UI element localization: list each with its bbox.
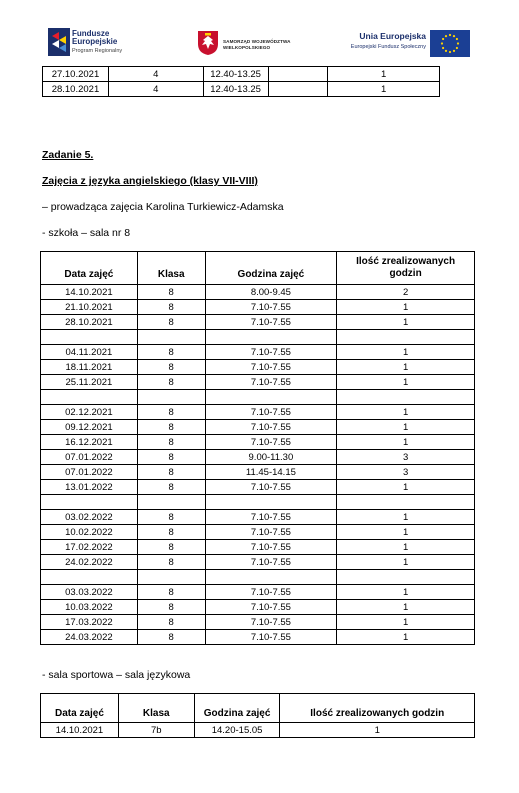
table-cell: 1 [337, 375, 475, 390]
table-cell [268, 82, 328, 97]
table-cell [337, 330, 475, 345]
table-cell: 12.40-13.25 [203, 82, 268, 97]
table-cell: 8 [137, 360, 205, 375]
table-cell: 8 [137, 300, 205, 315]
table-cell [205, 495, 337, 510]
table-cell: 16.12.2021 [41, 435, 138, 450]
table-cell: 1 [337, 315, 475, 330]
table-row [41, 555, 475, 570]
table-cell: 12.40-13.25 [203, 67, 268, 82]
table-row [41, 360, 475, 375]
table-row [41, 450, 475, 465]
table-row [41, 390, 475, 405]
fundusze-europejskie-logo [48, 28, 138, 60]
table-cell: 8 [137, 480, 205, 495]
eu-flag-icon [430, 30, 470, 57]
table-cell: 4 [108, 67, 203, 82]
table-row [41, 630, 475, 645]
table-cell: 7.10-7.55 [205, 345, 337, 360]
table-cell: 7.10-7.55 [205, 510, 337, 525]
table-cell [337, 495, 475, 510]
table-cell: 8 [137, 615, 205, 630]
section-subtitle: Zajęcia z języka angielskiego (klasy VII-VIII) [42, 175, 258, 187]
table-cell: 7.10-7.55 [205, 555, 337, 570]
table-cell: 7.10-7.55 [205, 480, 337, 495]
table-cell: 07.01.2022 [41, 465, 138, 480]
sport-room-line: - sala sportowa – sala językowa [42, 669, 191, 681]
sport-header-time: Godzina zajęć [194, 694, 280, 723]
table-cell: 8 [137, 435, 205, 450]
table-cell: 1 [337, 600, 475, 615]
table-cell: 7.10-7.55 [205, 585, 337, 600]
table-row [41, 315, 475, 330]
table-cell: 8 [137, 285, 205, 300]
table-cell [205, 330, 337, 345]
table-cell: 1 [337, 630, 475, 645]
table-cell: 2 [337, 285, 475, 300]
logo-fe-line1: Fundusze [72, 29, 110, 38]
table-cell: 1 [328, 67, 440, 82]
table-cell: 1 [337, 615, 475, 630]
table-cell: 8 [137, 405, 205, 420]
logo-wlkp-line1: SAMORZĄD WOJEWÓDZTWA [223, 39, 291, 44]
header-logos [0, 0, 519, 66]
table-cell: 03.03.2022 [41, 585, 138, 600]
table-cell: 8 [137, 585, 205, 600]
table-cell: 11.45-14.15 [205, 465, 337, 480]
header-hours: Ilość zrealizowanych godzin [337, 252, 475, 285]
room-line: - szkoła – sala nr 8 [42, 227, 131, 239]
table-cell: 7.10-7.55 [205, 600, 337, 615]
table-cell: 7.10-7.55 [205, 435, 337, 450]
table-cell [41, 570, 138, 585]
table-cell: 1 [337, 405, 475, 420]
table-cell: 8 [137, 540, 205, 555]
table-cell: 7.10-7.55 [205, 405, 337, 420]
table-cell: 1 [337, 555, 475, 570]
table-cell: 28.10.2021 [43, 82, 109, 97]
table-cell: 24.03.2022 [41, 630, 138, 645]
table-cell: 3 [337, 450, 475, 465]
section-title: Zadanie 5. [42, 149, 94, 161]
fundusze-europejskie-icon [48, 28, 70, 56]
logo-ue-line2: Europejski Fundusz Społeczny [350, 44, 426, 50]
table-row [41, 300, 475, 315]
header-date: Data zajęć [41, 252, 138, 285]
table-cell [205, 570, 337, 585]
table-cell: 18.11.2021 [41, 360, 138, 375]
previous-task-table [42, 66, 440, 97]
table-cell: 8.00-9.45 [205, 285, 337, 300]
table-cell: 10.03.2022 [41, 600, 138, 615]
table-cell: 8 [137, 630, 205, 645]
logo-ue-line1: Unia Europejska [359, 31, 426, 41]
header-time: Godzina zajęć [205, 252, 337, 285]
logo-fe-line2: Europejskie [72, 37, 118, 46]
table-cell: 8 [137, 420, 205, 435]
table-cell [337, 570, 475, 585]
table-cell: 7.10-7.55 [205, 360, 337, 375]
table-row [41, 405, 475, 420]
table-cell: 14.10.2021 [41, 723, 119, 738]
table-cell [137, 495, 205, 510]
table-row [41, 345, 475, 360]
table-cell: 7.10-7.55 [205, 540, 337, 555]
table-cell: 02.12.2021 [41, 405, 138, 420]
table-row [41, 375, 475, 390]
table-cell: 28.10.2021 [41, 315, 138, 330]
table-cell: 1 [337, 420, 475, 435]
table-cell [337, 390, 475, 405]
table-cell: 27.10.2021 [43, 67, 109, 82]
table-cell: 7b [118, 723, 194, 738]
table-cell: 3 [337, 465, 475, 480]
table-cell: 1 [337, 525, 475, 540]
table-row [41, 510, 475, 525]
unia-europejska-logo [336, 28, 470, 60]
table-cell: 7.10-7.55 [205, 630, 337, 645]
table-row [41, 420, 475, 435]
table-row [43, 67, 440, 82]
table-cell: 09.12.2021 [41, 420, 138, 435]
table-cell: 14.20-15.05 [194, 723, 280, 738]
table-cell: 8 [137, 465, 205, 480]
table-cell: 1 [328, 82, 440, 97]
table-cell: 7.10-7.55 [205, 375, 337, 390]
schedule-header-row [41, 252, 475, 285]
table-cell [137, 330, 205, 345]
table-cell: 13.01.2022 [41, 480, 138, 495]
table-row [41, 465, 475, 480]
sport-header-hours: Ilość zrealizowanych godzin [280, 694, 475, 723]
table-cell: 7.10-7.55 [205, 315, 337, 330]
table-cell: 17.03.2022 [41, 615, 138, 630]
table-cell [268, 67, 328, 82]
table-cell: 1 [337, 510, 475, 525]
table-cell: 7.10-7.55 [205, 615, 337, 630]
table-cell [137, 570, 205, 585]
table-cell: 4 [108, 82, 203, 97]
table-cell [137, 390, 205, 405]
table-cell: 1 [337, 435, 475, 450]
table-row [41, 600, 475, 615]
table-cell: 1 [337, 345, 475, 360]
table-row [41, 585, 475, 600]
table-cell [41, 390, 138, 405]
table-cell: 25.11.2021 [41, 375, 138, 390]
table-cell: 10.02.2022 [41, 525, 138, 540]
table-row [41, 495, 475, 510]
eagle-crest-icon [197, 30, 219, 56]
table-cell: 1 [280, 723, 475, 738]
table-row [41, 615, 475, 630]
table-cell: 1 [337, 585, 475, 600]
table-cell: 8 [137, 600, 205, 615]
table-row [41, 723, 475, 738]
table-cell: 1 [337, 360, 475, 375]
table-cell: 24.02.2022 [41, 555, 138, 570]
teacher-line: – prowadząca zajęcia Karolina Turkiewicz-Adamska [42, 201, 284, 213]
table-cell: 7.10-7.55 [205, 300, 337, 315]
table-row [41, 480, 475, 495]
wielkopolska-logo [197, 30, 297, 58]
schedule-table [40, 251, 475, 645]
sport-header-class: Klasa [118, 694, 194, 723]
table-cell: 8 [137, 555, 205, 570]
table-cell [41, 495, 138, 510]
table-cell: 8 [137, 345, 205, 360]
logo-wlkp-text [223, 39, 291, 51]
table-cell: 8 [137, 375, 205, 390]
logo-wlkp-line2: WIELKOPOLSKIEGO [223, 45, 271, 50]
table-cell: 17.02.2022 [41, 540, 138, 555]
table-cell [41, 330, 138, 345]
table-row [41, 540, 475, 555]
table-cell: 8 [137, 315, 205, 330]
table-cell: 8 [137, 510, 205, 525]
table-row [41, 435, 475, 450]
table-cell: 8 [137, 525, 205, 540]
table-cell: 07.01.2022 [41, 450, 138, 465]
table-row [43, 82, 440, 97]
table-cell: 21.10.2021 [41, 300, 138, 315]
table-cell: 9.00-11.30 [205, 450, 337, 465]
table-cell: 1 [337, 540, 475, 555]
sport-header-row [41, 694, 475, 723]
table-cell: 1 [337, 480, 475, 495]
sport-header-date: Data zajęć [41, 694, 119, 723]
table-cell [205, 390, 337, 405]
table-row [41, 525, 475, 540]
sport-room-table [40, 693, 475, 738]
table-cell: 8 [137, 450, 205, 465]
logo-fe-line3: Program Regionalny [72, 48, 123, 54]
table-row [41, 330, 475, 345]
header-class: Klasa [137, 252, 205, 285]
table-cell: 7.10-7.55 [205, 525, 337, 540]
table-cell: 03.02.2022 [41, 510, 138, 525]
table-row [41, 285, 475, 300]
table-cell: 14.10.2021 [41, 285, 138, 300]
table-cell: 04.11.2021 [41, 345, 138, 360]
table-row [41, 570, 475, 585]
table-cell: 7.10-7.55 [205, 420, 337, 435]
table-cell: 1 [337, 300, 475, 315]
